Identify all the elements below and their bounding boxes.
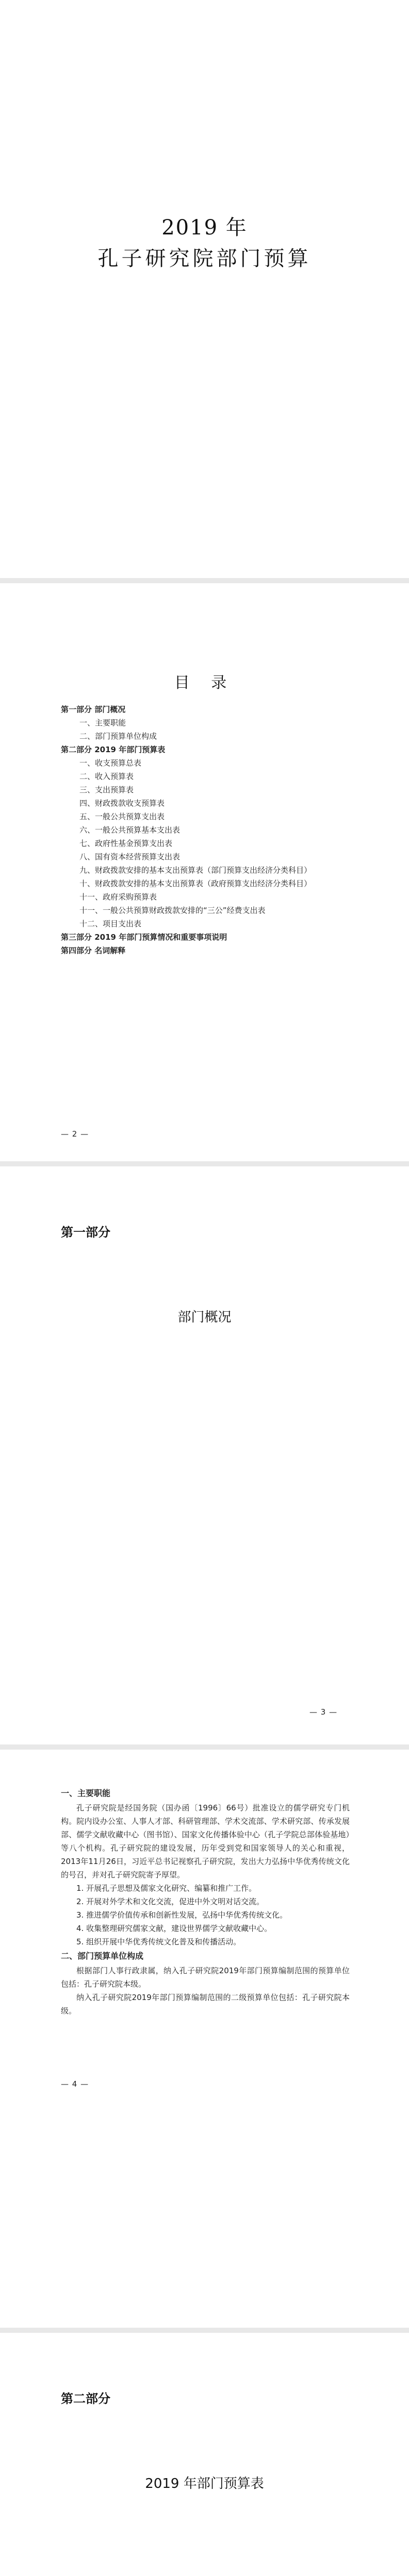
toc-item: 十二、项目支出表 — [79, 919, 142, 928]
toc-item: 十、财政拨款安排的基本支出预算表（政府预算支出经济分类科目） — [79, 879, 312, 888]
functions-body — [61, 1786, 350, 2018]
duty-item: 1. 开展孔子思想及儒家文化研究、编纂和推广工作。 — [76, 1884, 257, 1893]
toc-item: 十一、政府采购预算表 — [79, 892, 157, 902]
toc-item: 第四部分 名词解释 — [61, 946, 126, 955]
page-number: — 3 — — [309, 1707, 338, 1717]
toc-page — [0, 583, 409, 1161]
duty-item: 2. 开展对外学术和文化交流，促进中外文明对话交流。 — [76, 1897, 265, 1906]
duty-item: 4. 收集整理研究儒家文献，建设世界儒学文献收藏中心。 — [76, 1924, 272, 1933]
duties-list — [61, 1882, 350, 1948]
part2-page — [0, 2333, 409, 2576]
toc-item: 一、主要职能 — [79, 718, 126, 727]
toc-item: 十一、一般公共预算财政拨款安排的“三公”经费支出表 — [79, 906, 266, 915]
toc-item: 第一部分 部门概况 — [61, 705, 126, 714]
toc-item: 三、支出预算表 — [79, 785, 134, 794]
toc-item: 第三部分 2019 年部门预算情况和重要事项说明 — [61, 933, 227, 942]
toc-item: 四、财政拨款收支预算表 — [79, 799, 165, 808]
cover-title: 孔子研究院部门预算 — [97, 247, 312, 270]
page-number: — 2 — — [61, 1129, 89, 1139]
toc-item: 五、一般公共预算支出表 — [79, 812, 165, 821]
cover-year: 2019 年 — [161, 216, 248, 240]
part-label: 第二部分 — [61, 2392, 110, 2406]
part1-page — [0, 1166, 409, 1744]
toc-item: 七、政府性基金预算支出表 — [79, 839, 173, 848]
toc-item: 六、一般公共预算基本支出表 — [79, 825, 181, 835]
paragraph: 根据部门人事行政隶属，纳入孔子研究院2019年部门预算编制范围的预算单位包括：孔子研究院本级。 — [61, 1966, 350, 1989]
toc-heading: 目 录 — [174, 674, 235, 692]
duty-item: 5. 组织开展中华优秀传统文化普及和传播活动。 — [76, 1937, 241, 1946]
toc-list — [61, 703, 350, 957]
paragraph: 纳入孔子研究院2019年部门预算编制范围的二级预算单位包括：孔子研究院本级。 — [61, 1993, 350, 2015]
toc-item: 八、国有资本经营预算支出表 — [79, 852, 181, 861]
duty-item: 3. 推进儒学价值传承和创新性发展，弘扬中华优秀传统文化。 — [76, 1910, 288, 1920]
cover-page — [0, 0, 409, 578]
toc-item: 第二部分 2019 年部门预算表 — [61, 745, 166, 754]
toc-item: 二、收入预算表 — [79, 772, 134, 781]
toc-item: 九、财政拨款安排的基本支出预算表（部门预算支出经济分类科目） — [79, 866, 312, 875]
part-label: 第一部分 — [61, 1225, 110, 1240]
part-title: 部门概况 — [177, 1310, 232, 1325]
section-heading: 二、部门预算单位构成 — [61, 1951, 144, 1961]
section-heading: 一、主要职能 — [61, 1788, 111, 1798]
toc-item: 二、部门预算单位构成 — [79, 732, 157, 741]
toc-item: 一、收支预算总表 — [79, 758, 142, 768]
part-title: 2019 年部门预算表 — [145, 2476, 264, 2492]
page-number: — 4 — — [61, 2079, 89, 2089]
functions-page — [0, 1750, 409, 2328]
paragraph: 孔子研究院是经国务院（国办函〔1996〕66号）批准设立的儒学研究专门机构。院内设办公室、人事人才部、科研管理部、学术交流部、学术研究部、传承发展部、儒学文献收藏中心（图书馆）、国家文化传播体验中心（孔子学院总部体验基地）等八个机构。孔子研究院的建设发展，历年受到党和国家领导人的关心和重视，2013年11月26日，习近平总书记视察孔子研究院，发出大力弘扬中华优秀传统文化的号召，并对孔子研究院寄予厚望。 — [61, 1803, 350, 1879]
